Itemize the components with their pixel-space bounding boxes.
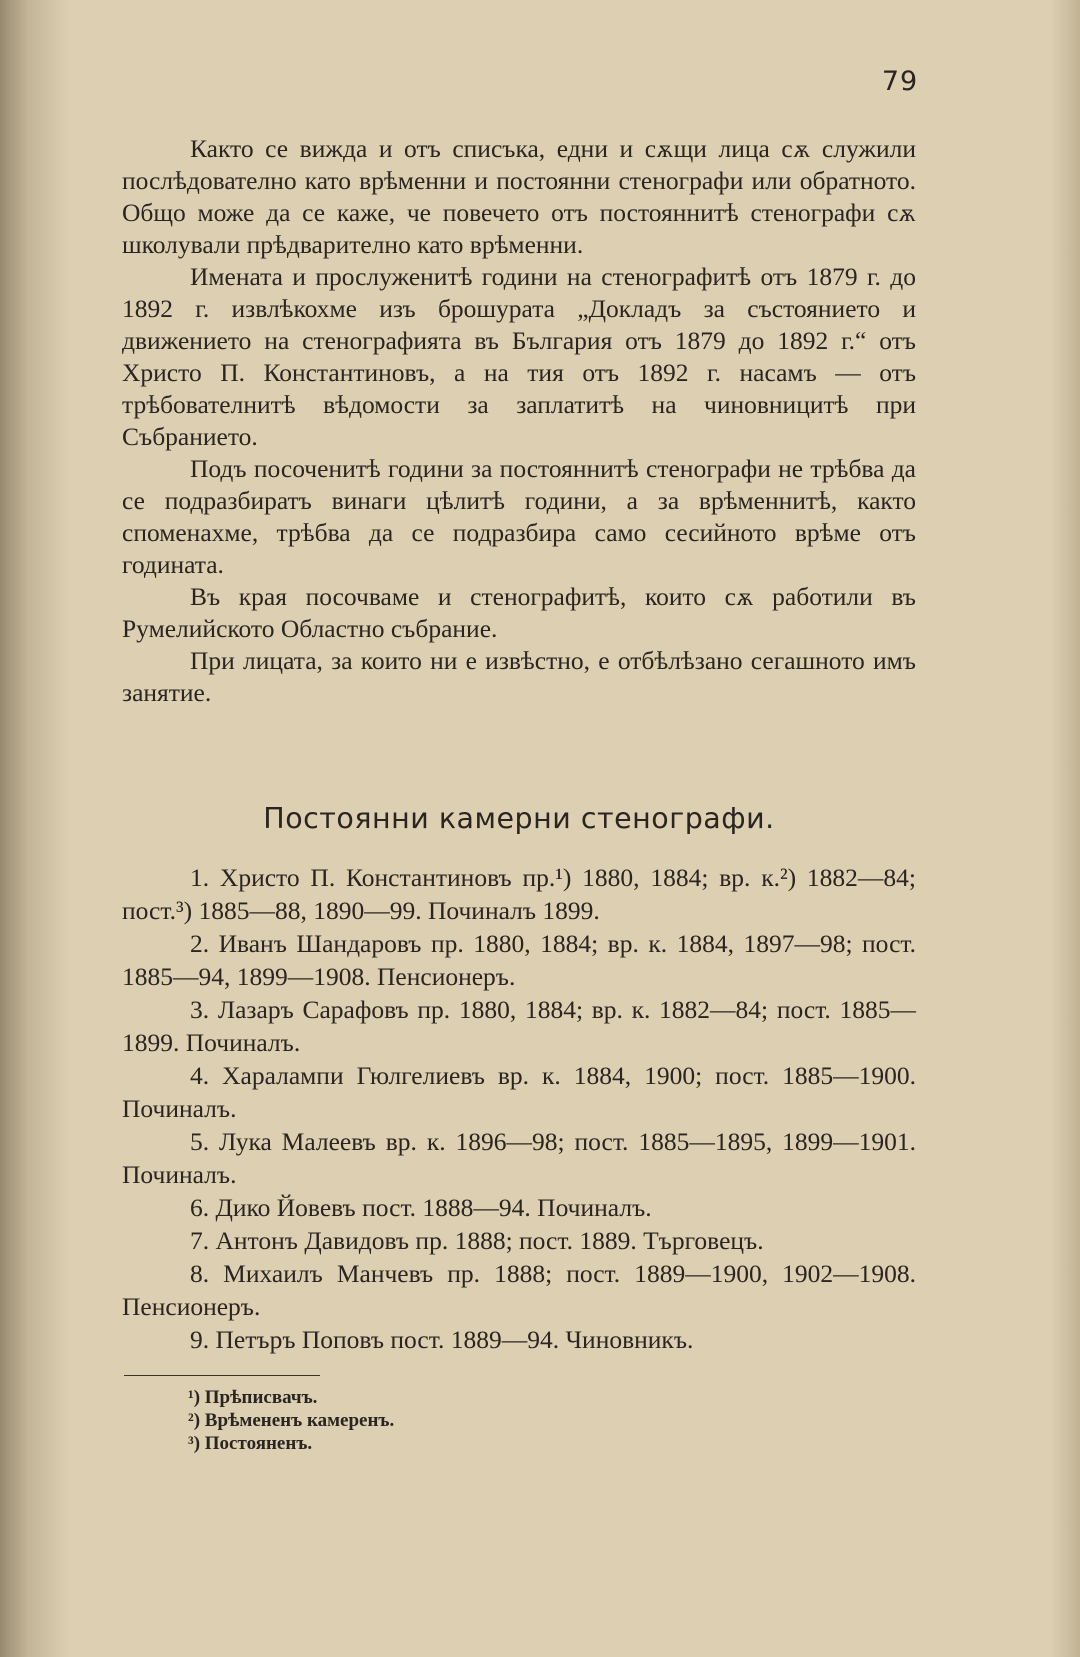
list-item: 2. Иванъ Шандаровъ пр. 1880, 1884; вр. к. 1884, 1897—98; пост. 1885—94, 1899—1908. Пенсионеръ.	[122, 929, 916, 991]
footnote: ³) Постояненъ.	[188, 1433, 313, 1454]
paragraph: При лицата, за които ни е извѣстно, е отбѣлѣзано сегашното имъ занятие.	[122, 646, 916, 707]
footnotes	[188, 1386, 688, 1455]
stenographer-list	[122, 861, 916, 1356]
list-item: 5. Лука Малеевъ вр. к. 1896—98; пост. 1885—1895, 1899—1901. Починалъ.	[122, 1127, 916, 1189]
paragraph: Подъ посоченитѣ години за постояннитѣ стенографи не трѣбва да се подразбиратъ винаги цѣлитѣ години, а за врѣменнитѣ, както споменахме, трѣбва да се подразбира само сесийното врѣме отъ годината.	[122, 454, 916, 579]
list-item: 6. Дико Йовевъ пост. 1888—94. Починалъ.	[190, 1193, 652, 1222]
page-number: 79	[881, 66, 919, 97]
body-text	[122, 133, 916, 709]
list-item: 8. Михаилъ Манчевъ пр. 1888; пост. 1889—1900, 1902—1908. Пенсионеръ.	[122, 1259, 916, 1321]
section-heading: Постоянни камерни стенографи.	[263, 802, 775, 835]
footnote-divider	[124, 1375, 320, 1376]
paragraph: Въ края посочваме и стенографитѣ, които сѫ работили въ Румелийското Областно събрание.	[122, 582, 916, 643]
footnote: ²) Врѣмененъ камеренъ.	[188, 1410, 395, 1431]
paragraph: Както се вижда и отъ списъка, едни и сѫщи лица сѫ служили послѣдователно като врѣменни и постоянни стенографи или обратното. Общо може да се каже, че повечето отъ постояннитѣ стенографи сѫ школували прѣдварително като врѣменни.	[122, 134, 916, 259]
list-item: 3. Лазаръ Сарафовъ пр. 1880, 1884; вр. к. 1882—84; пост. 1885—1899. Починалъ.	[122, 995, 916, 1057]
paragraph: Имената и прослуженитѣ години на стенографитѣ отъ 1879 г. до 1892 г. извлѣкохме изъ брошурата „Докладъ за състоянието и движението на стенографията въ България отъ 1879 до 1892 г.“ отъ Христо П. Константиновъ, а на тия отъ 1892 г. насамъ — отъ трѣбователнитѣ вѣдомости за заплатитѣ на чиновницитѣ при Събранието.	[122, 262, 916, 451]
list-item: 1. Христо П. Константиновъ пр.¹) 1880, 1884; вр. к.²) 1882—84; пост.³) 1885—88, 1890—99. Починалъ 1899.	[122, 863, 916, 925]
list-item: 9. Петъръ Поповъ пост. 1889—94. Чиновникъ.	[190, 1325, 694, 1354]
list-item: 7. Антонъ Давидовъ пр. 1888; пост. 1889. Търговецъ.	[190, 1226, 764, 1255]
footnote: ¹) Прѣписвачъ.	[188, 1387, 318, 1408]
list-item: 4. Харалампи Гюлгелиевъ вр. к. 1884, 1900; пост. 1885—1900. Починалъ.	[122, 1061, 916, 1123]
